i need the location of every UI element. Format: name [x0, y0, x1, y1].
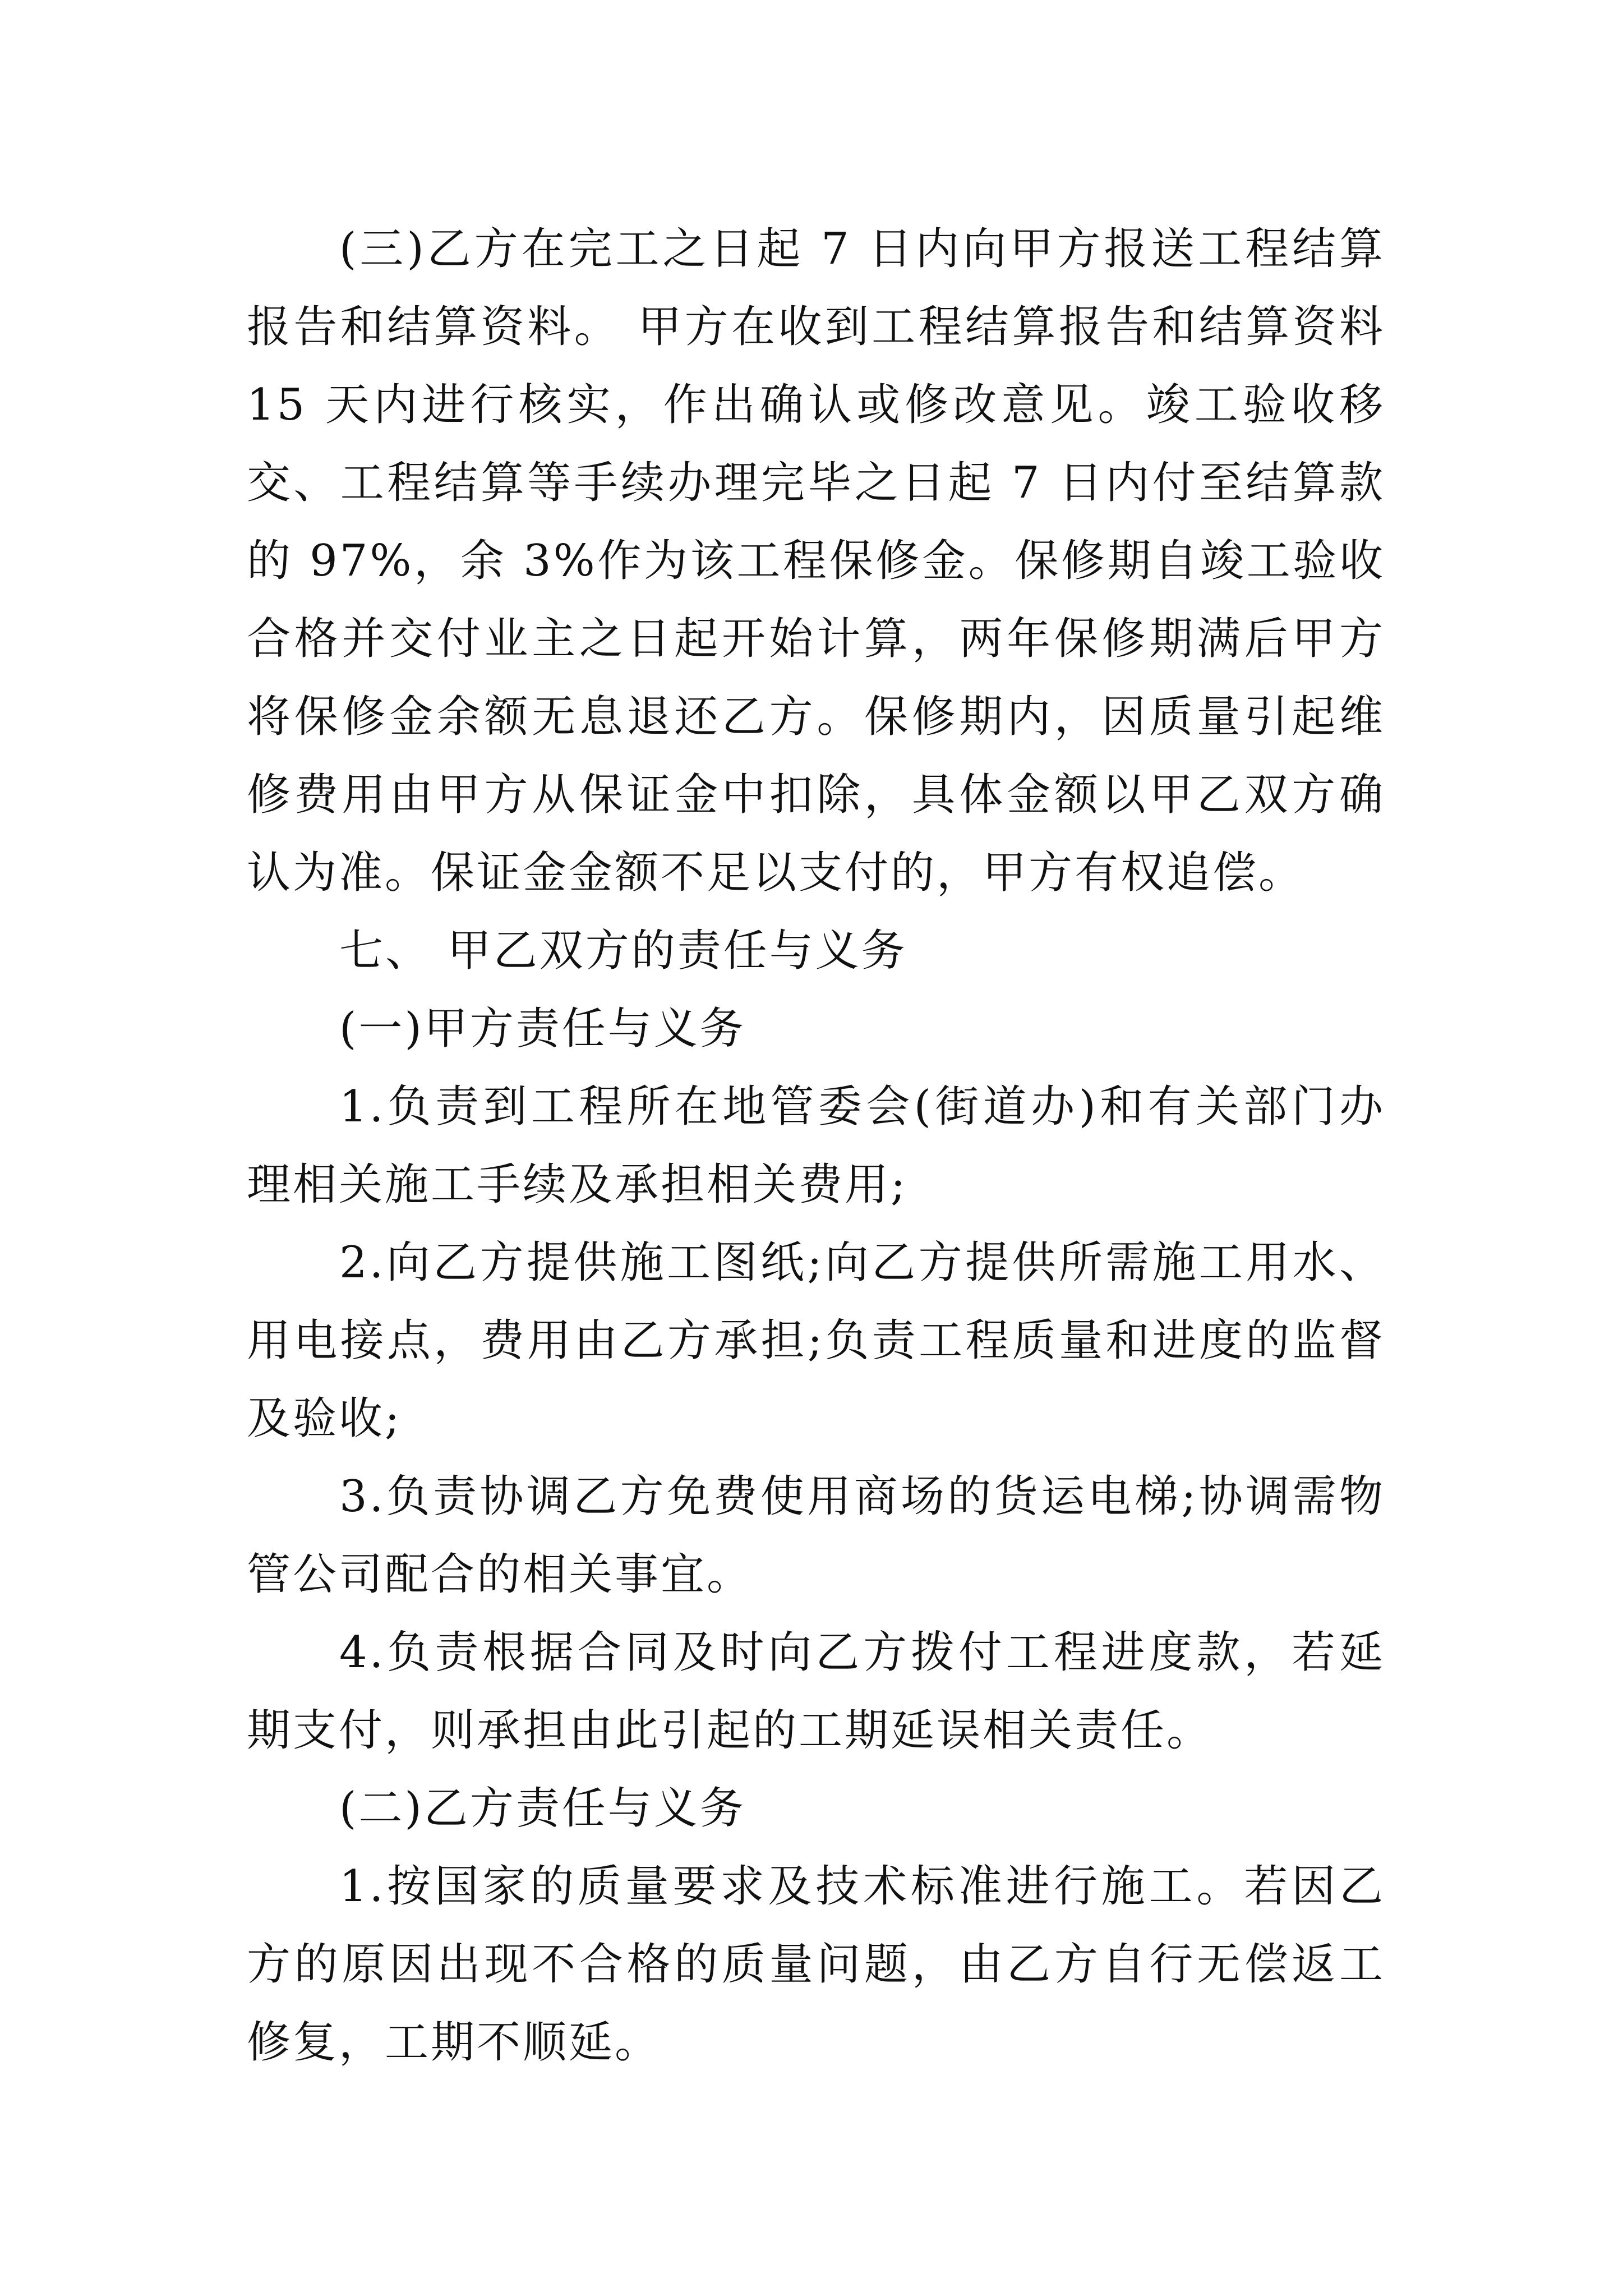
paragraph-settlement-warranty: (三)乙方在完工之日起 7 日内向甲方报送工程结算报告和结算资料。 甲方在收到工程结算报告和结算资料 15 天内进行核实，作出确认或修改意见。竣工验收移交、工程结算等手续办理完毕之日起 7 日内付至结算款的 97%，余 3%作为该工程保修金。保修期自竣工验收合格并交付业主之日起开始计算，两年保修期满后甲方将保修金余额无息退还乙方。保修期内，因质量引起维修费用由甲方从保证金中扣除，具体金额以甲乙双方确认为准。保证金金额不足以支付的，甲方有权追偿。 [247, 224, 1385, 898]
subheading-party-b: (二)乙方责任与义务 [339, 1783, 746, 1834]
paragraph-party-a-item-4: 4.负责根据合同及时向乙方拨付工程进度款，若延期支付，则承担由此引起的工期延误相关责任。 [247, 1627, 1385, 1756]
paragraph-party-a-item-2: 2.向乙方提供施工图纸;向乙方提供所需施工用水、用电接点，费用由乙方承担;负责工程质量和进度的监督及验收; [247, 1237, 1385, 1444]
document-body [247, 210, 1385, 2082]
subheading-party-a: (一)甲方责任与义务 [339, 1004, 746, 1054]
paragraph-party-a-item-3: 3.负责协调乙方免费使用商场的货运电梯;协调需物管公司配合的相关事宜。 [247, 1471, 1385, 1600]
section-heading-responsibilities: 七、 甲乙双方的责任与义务 [339, 926, 907, 976]
paragraph-party-b-item-1: 1.按国家的质量要求及技术标准进行施工。若因乙方的原因出现不合格的质量问题，由乙方自行无偿返工修复，工期不顺延。 [247, 1861, 1385, 2068]
paragraph-party-a-item-1: 1.负责到工程所在地管委会(街道办)和有关部门办理相关施工手续及承担相关费用; [247, 1082, 1385, 1210]
